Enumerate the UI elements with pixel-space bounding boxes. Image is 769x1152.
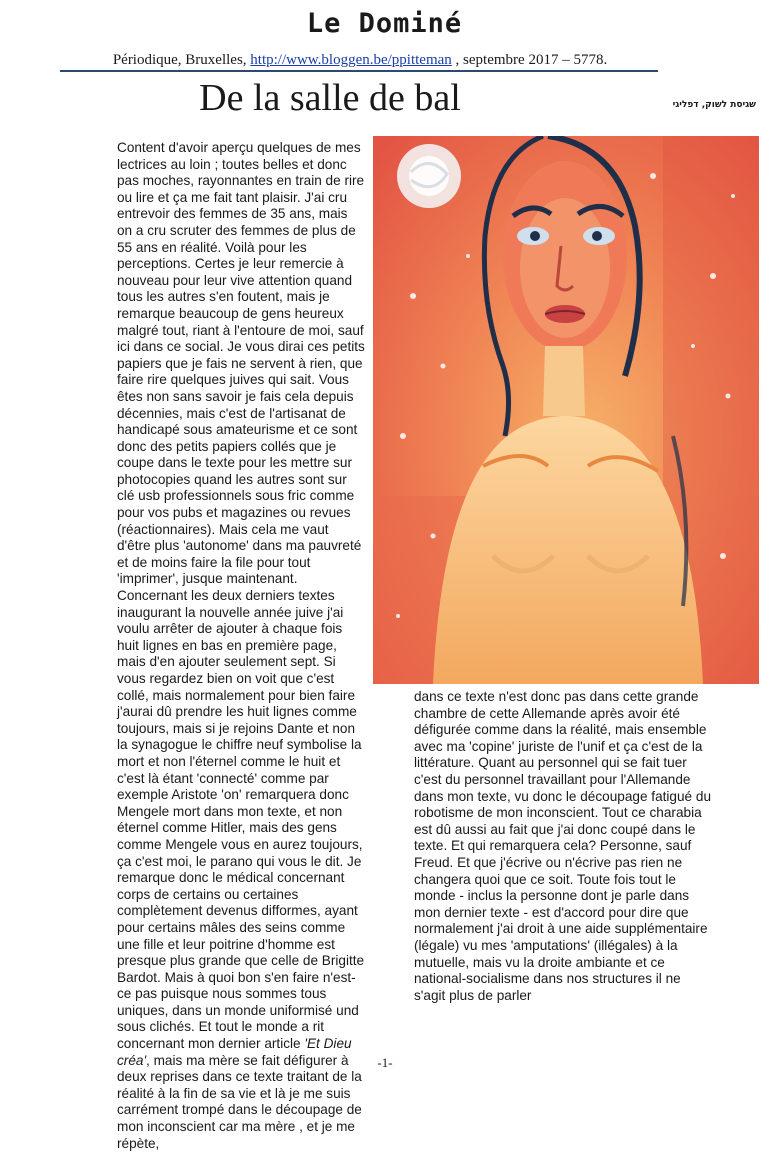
portrait-painting [373, 136, 759, 684]
subline-suffix: , septembre 2017 – 5778. [451, 52, 608, 68]
article-column-right: dans ce texte n'est donc pas dans cette grande chambre de cette Allemande après avoir été défigurée comme dans la réalité, mais ensemble avec ma 'copine' juriste de l'unif et ça c'est de la littérature. Quant au personnel qui se fait tuer c'est du personnel travaillant pour l'Allemande dans mon texte, vu donc le découpage fatigué du robotisme de mon inconscient. Tout ce charabia est dû aussi au fait que j'ai donc coupé dans le texte. Et qui remarquera cela? Personne, sauf Freud. Et que j'écrive ou n'écrive pas rien ne changera quoi que ce soit. Toute fois tout le monde - inclus la personne dont je parle dans mon dernier texte - est d'accord pour dire que normalement j'ai droit à une aide supplémentaire (légale) vu mes 'amputations' (illégales) à la mutuelle, mais vu la droite ambiante et ce national-socialisme dans nos structures il ne s'agit plus de parler [414, 689, 712, 1003]
publication-subline [60, 52, 660, 69]
header-rule [60, 70, 658, 72]
subline-prefix: Périodique, Bruxelles, [112, 52, 251, 68]
article-headline: De la salle de bal [199, 77, 461, 119]
film-title: 'Et Dieu créa' [117, 1036, 352, 1068]
blog-link[interactable]: http://www.bloggen.be/ppitteman [250, 52, 452, 68]
masthead-title: Le Dominé [306, 8, 463, 39]
hebrew-tag: שגיסת לשוק, דפליגי [672, 100, 756, 110]
page-number: -1- [377, 1055, 393, 1070]
article-column-left [117, 140, 365, 1152]
neck [543, 346, 585, 416]
lips [545, 305, 585, 323]
left-column-end: , mais ma mère se fait défigurer à deux reprises dans ce texte traitant de la réalité à la fin de sa vie et là je me suis carrément trompé dans le découpage de mon inconscient car ma mère , et je me répète, [117, 1052, 362, 1151]
painting-svg [373, 136, 759, 684]
left-column-text: Content d'avoir aperçu quelques de mes lectrices au loin ; toutes belles et donc pas moches, rayonnantes en train de rire ou lire et ça me fait tant plaisir. J'ai cru entrevoir des femmes de 35 ans, mais on a cru scruter des femmes de plus de 55 ans en réalité. Voilà pour les perceptions. Certes je leur remercie à nouveau pour leur vive attention quand tous les autres s'en foutent, mais je remarque beaucoup de gens heureux malgré tout, riant à l'entoure de moi, sauf ici dans ce social. Je vous dirai ces petits papiers que je fais ne servent à rien, que faire rire quelques juives qui sait. Vous êtes non sans savoir je fais cela depuis décennies, mais c'est de l'artisanat de handicapé sous amateurisme et ce sont donc des petits papiers collés que je coupe dans le texte pour les mettre sur photocopies quand les autres sont sur clé usb professionnels sous fric comme pour vos pubs et magazines ou revues (réactionnaires). Mais cela me vaut d'être plus 'autonome' dans ma pauvreté et de moins faire la file pour tout 'imprimer', jusque maintenant. Concernant les deux derniers textes inaugurant la nouvelle année juive j'ai voulu arrêter de ajouter à chaque fois huit lignes en bas en première page, mais d'en ajouter seulement sept. Si vous regardez bien on voit que c'est collé, mais normalement pour bien faire j'aurai dû prendre les huit lignes comme toujours, mais si je rejoins Dante et non la synagogue le chiffre neuf symbolise la mort et non l'éternel comme le huit et c'est là étant 'connecté' comme par exemple Aristote 'on' remarquera donc Mengele mort dans mon texte, et non éternel comme Hitler, mais des gens comme Mengele vous en aurez toujours, ça c'est moi, le parano qui vous le dit. Je remarque donc le médical concernant corps de certains ou certaines complètement devenus difformes, ayant pour certains mâles des seins comme une fille et leur poitrine d'homme est presque plus grande que celle de Brigitte Bardot. Mais à quoi bon s'en faire n'est-ce pas puisque nous sommes tous uniques, dans un monde uniformisé und sous clichés. Et tout le monde a rit concernant mon dernier article [117, 140, 365, 1052]
